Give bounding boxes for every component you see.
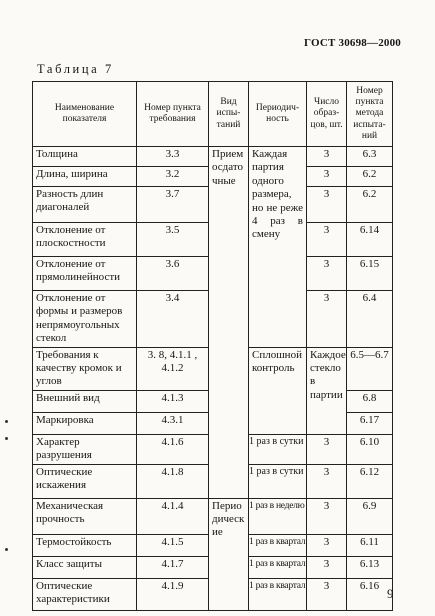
cell-samples: 3 (307, 223, 347, 257)
cell-samples: 3 (307, 578, 347, 610)
cell-name: Маркировка (33, 412, 137, 434)
scan-mark (5, 437, 8, 440)
cell-name: Разность длин диагоналей (33, 187, 137, 223)
cell-method: 6.11 (347, 534, 393, 556)
cell-requirement: 3.2 (137, 167, 209, 187)
cell-samples: 3 (307, 556, 347, 578)
cell-samples: 3 (307, 291, 347, 348)
cell-method: 6.17 (347, 412, 393, 434)
table-caption: Таблица 7 (37, 62, 114, 76)
cell-samples: 3 (307, 187, 347, 223)
cell-samples: 3 (307, 534, 347, 556)
cell-method: 6.5—6.7 (347, 347, 393, 390)
page-number: 9 (387, 586, 394, 601)
column-header-name: Наименование показателя (33, 82, 137, 147)
column-header-test-type: Вид испы-таний (209, 82, 249, 147)
cell-requirement: 4.1.7 (137, 556, 209, 578)
cell-name: Механическая прочность (33, 498, 137, 534)
cell-name: Толщина (33, 147, 137, 167)
cell-samples: 3 (307, 167, 347, 187)
cell-name: Класс защиты (33, 556, 137, 578)
requirements-table (32, 81, 393, 611)
cell-method: 6.10 (347, 434, 393, 464)
cell-samples: 3 (307, 434, 347, 464)
cell-requirement: 4.1.3 (137, 390, 209, 412)
cell-requirement: 3.5 (137, 223, 209, 257)
cell-period: 1 раз в квартал (249, 556, 307, 578)
cell-method: 6.16 (347, 578, 393, 610)
cell-period-batch: Каждая партия одного размера, но не реже 4 раз в смену (249, 147, 307, 348)
cell-method: 6.3 (347, 147, 393, 167)
cell-period-continuous: Сплошной контроль (249, 347, 307, 434)
column-header-periodicity: Периодич-ность (249, 82, 307, 147)
scan-mark (5, 548, 8, 551)
cell-type-acceptance: Приемосдаточные (209, 147, 249, 499)
cell-requirement: 3.6 (137, 257, 209, 291)
cell-requirement: 4.1.8 (137, 464, 209, 498)
cell-method: 6.14 (347, 223, 393, 257)
cell-period: 1 раз в квартал (249, 578, 307, 610)
cell-period: 1 раз в сутки (249, 464, 307, 498)
cell-period: 1 раз в неделю (249, 498, 307, 534)
cell-method: 6.2 (347, 167, 393, 187)
cell-requirement: 4.1.5 (137, 534, 209, 556)
table-row (33, 498, 393, 534)
cell-method: 6.15 (347, 257, 393, 291)
cell-method: 6.8 (347, 390, 393, 412)
cell-samples: 3 (307, 257, 347, 291)
cell-name: Характер разрушения (33, 434, 137, 464)
cell-requirement: 3. 8, 4.1.1 , 4.1.2 (137, 347, 209, 390)
cell-samples-each: Каждое стекло в партии (307, 347, 347, 434)
cell-name: Требования к качеству кромок и углов (33, 347, 137, 390)
scan-mark (5, 420, 8, 423)
cell-samples: 3 (307, 464, 347, 498)
table-header-row (33, 82, 393, 147)
cell-period: 1 раз в квартал (249, 534, 307, 556)
cell-requirement: 3.4 (137, 291, 209, 348)
cell-name: Отклонение от формы и размеров непрямоугольных стекол (33, 291, 137, 348)
cell-requirement: 4.3.1 (137, 412, 209, 434)
column-header-method: Номер пункта метода испыта-ний (347, 82, 393, 147)
cell-method: 6.4 (347, 291, 393, 348)
cell-requirement: 4.1.6 (137, 434, 209, 464)
cell-requirement: 4.1.9 (137, 578, 209, 610)
cell-name: Оптические искажения (33, 464, 137, 498)
cell-method: 6.9 (347, 498, 393, 534)
cell-name: Отклонение от плоскостности (33, 223, 137, 257)
cell-name: Оптические характеристики (33, 578, 137, 610)
column-header-samples: Число образ-цов, шт. (307, 82, 347, 147)
standard-id: ГОСТ 30698—2000 (304, 37, 401, 49)
cell-samples: 3 (307, 147, 347, 167)
cell-name: Термостойкость (33, 534, 137, 556)
cell-requirement: 3.3 (137, 147, 209, 167)
cell-samples: 3 (307, 498, 347, 534)
cell-method: 6.13 (347, 556, 393, 578)
cell-name: Длина, ширина (33, 167, 137, 187)
cell-method: 6.12 (347, 464, 393, 498)
cell-name: Внешний вид (33, 390, 137, 412)
column-header-requirement: Номер пункта требования (137, 82, 209, 147)
cell-method: 6.2 (347, 187, 393, 223)
cell-requirement: 3.7 (137, 187, 209, 223)
cell-period: 1 раз в сутки (249, 434, 307, 464)
cell-name: Отклонение от прямолинейности (33, 257, 137, 291)
cell-type-periodic: Периодические (209, 498, 249, 610)
cell-requirement: 4.1.4 (137, 498, 209, 534)
table-row (33, 147, 393, 167)
